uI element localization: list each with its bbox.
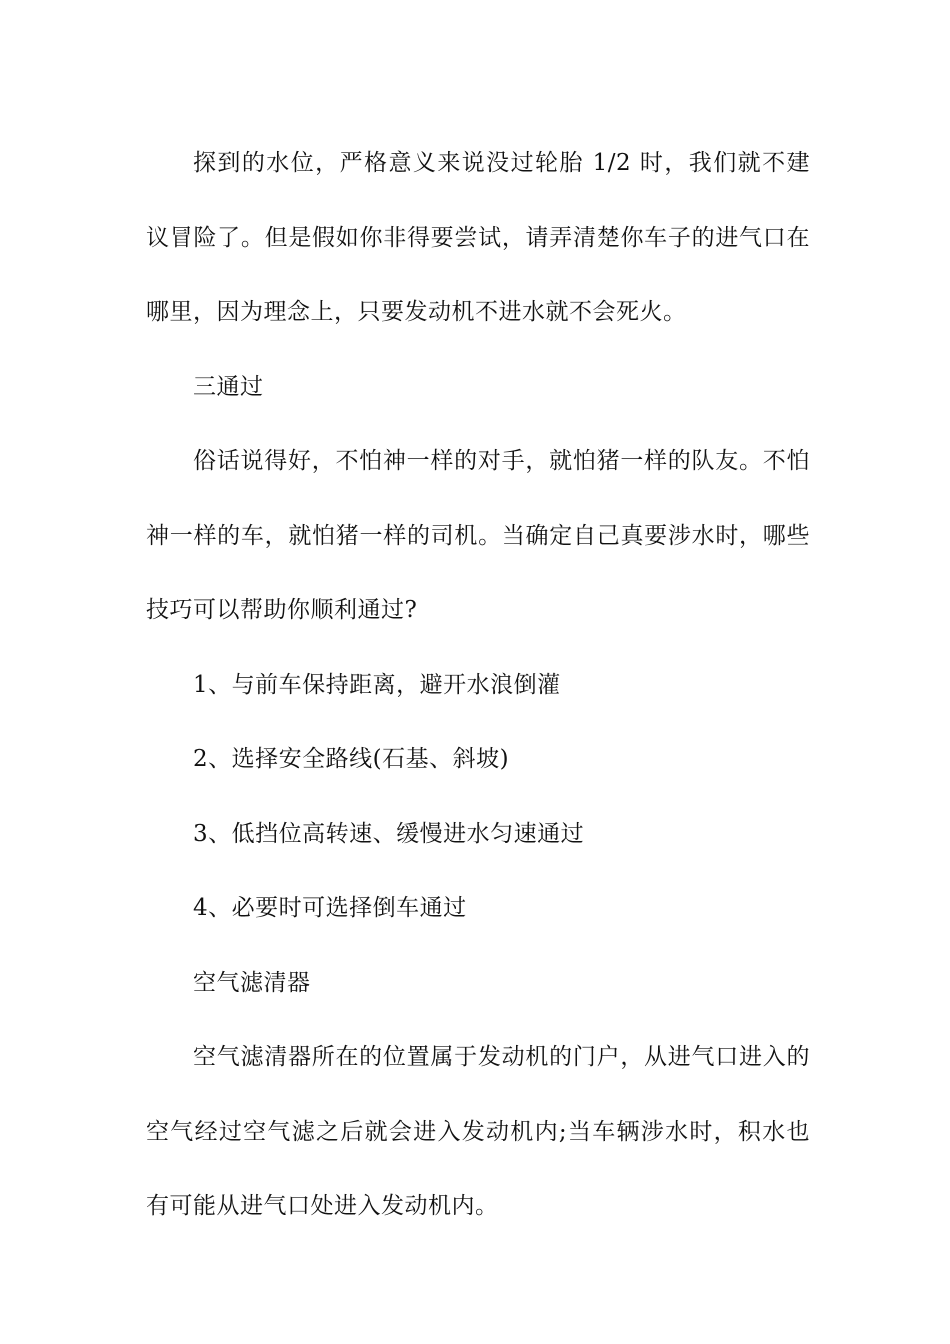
list-item: 2、选择安全路线(石基、斜坡) xyxy=(193,746,510,772)
paragraph-water-level: 探到的水位，严格意义来说没过轮胎 1/2 时，我们就不建议冒险了。但是假如你非得要尝试，请弄清楚你车子的进气口在哪里，因为理念上，只要发动机不进水就不会死火。 xyxy=(146,150,810,325)
document-body xyxy=(146,126,810,1244)
list-item: 1、与前车保持距离，避开水浪倒灌 xyxy=(193,671,561,698)
section-heading-pass-through: 三通过 xyxy=(193,373,264,400)
section-heading-air-filter: 空气滤清器 xyxy=(193,969,311,996)
paragraph-driving-tips-intro: 俗话说得好，不怕神一样的对手，就怕猪一样的队友。不怕神一样的车，就怕猪一样的司机。当确定自己真要涉水时，哪些技巧可以帮助你顺利通过? xyxy=(146,448,810,623)
paragraph-air-filter: 空气滤清器所在的位置属于发动机的门户，从进气口进入的空气经过空气滤之后就会进入发动机内;当车辆涉水时，积水也有可能从进气口处进入发动机内。 xyxy=(146,1044,810,1219)
list-item: 3、低挡位高转速、缓慢进水匀速通过 xyxy=(193,820,585,847)
list-item: 4、必要时可选择倒车通过 xyxy=(193,895,467,921)
